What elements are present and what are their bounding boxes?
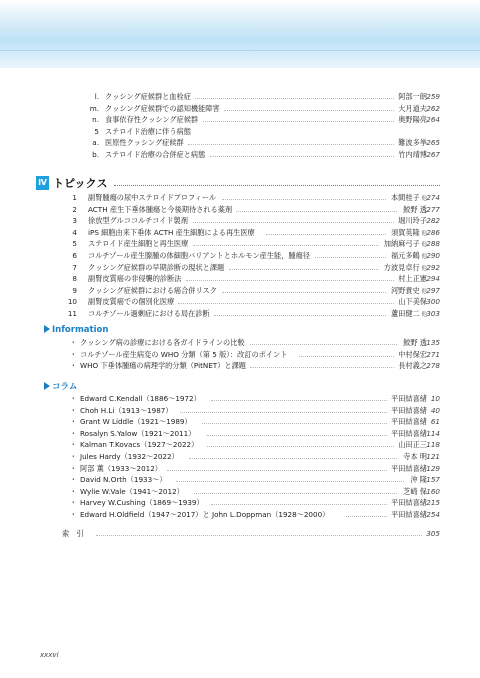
entry-author-wrap (398, 215, 427, 227)
toc-entry[interactable] (0, 296, 480, 308)
dotted-leader (214, 308, 386, 316)
section-heading (36, 176, 440, 192)
entry-page: 160 (426, 486, 440, 496)
entry-page: 61 (430, 417, 440, 427)
entry-title: クッシング症候群での認知機能障害 (105, 103, 220, 113)
et-al-marker: 他 (419, 230, 427, 237)
toc-entry[interactable] (0, 439, 480, 451)
dotted-leader (250, 360, 394, 368)
entry-author: 加納麻弓子 (383, 239, 420, 249)
entry-author: 蘆田健二 (390, 309, 420, 318)
entry-title: クッシング症候群における癌合併リスク (88, 285, 217, 295)
entry-number: 11 (67, 309, 77, 318)
entry-author-wrap (391, 463, 427, 475)
entry-number: ・ (69, 417, 77, 427)
toc-entry[interactable] (0, 114, 480, 126)
entry-page: 303 (426, 309, 440, 318)
entry-author: 中村保宏 (398, 349, 427, 359)
entry-number: 4 (72, 227, 77, 237)
entry-number: ・ (69, 510, 77, 519)
entry-number: 7 (72, 262, 77, 272)
entry-page: 129 (426, 463, 440, 473)
entry-page: 277 (426, 204, 440, 214)
toc-entry[interactable] (0, 215, 480, 227)
entry-title: ステロイド産生細胞と再生医療 (88, 239, 189, 249)
toc-entry[interactable] (0, 349, 480, 361)
index-label: 索 引 (62, 529, 84, 538)
entry-title: 副腎皮質癌での個別化医療 (88, 297, 175, 307)
toc-entry[interactable] (0, 405, 480, 417)
entry-author: 竹内靖博 (398, 150, 427, 159)
et-al-marker: 他 (419, 312, 427, 318)
entry-author: 平田結喜緒 (391, 394, 427, 403)
toc-entry[interactable] (0, 308, 480, 320)
entry-page: 271 (426, 349, 440, 359)
toc-entry[interactable] (0, 238, 480, 250)
entry-author-wrap (398, 137, 427, 149)
entry-author: 奥野陽亮 (398, 115, 427, 125)
entry-number: ・ (69, 498, 77, 508)
et-al-marker: 他 (419, 196, 427, 202)
toc-entry[interactable] (0, 126, 480, 138)
entry-number: ・ (69, 463, 77, 473)
entry-author: 平田結喜緒 (391, 428, 427, 438)
dotted-leader (229, 262, 379, 270)
dotted-leader (167, 463, 387, 471)
entry-author: 平田結喜緒 (391, 417, 427, 427)
entry-title: ステロイド治療の合併症と病態 (105, 150, 206, 159)
entry-title: WHO 下垂体腫瘍の病理学的分類（PitNET）と課題 (80, 361, 246, 371)
entry-title: 医原性クッシング症候群 (105, 138, 184, 148)
entry-title: Grant W Liddle（1921～1989） (80, 417, 192, 427)
entry-number: a. (92, 138, 99, 148)
entry-page: 288 (426, 239, 440, 249)
entry-author: 村上正憲 (398, 274, 427, 284)
entry-title: コルチゾール産生病変の WHO 分類（第 5 版）：改訂のポイント (80, 349, 288, 359)
entry-page: 259 (426, 92, 440, 101)
entry-author-wrap (403, 486, 427, 498)
entry-number: 5 (94, 126, 99, 136)
entry-author-wrap (398, 273, 427, 285)
dotted-leader (96, 528, 422, 536)
entry-number: 5 (72, 239, 77, 249)
toc-entry[interactable] (0, 227, 480, 239)
entry-author-wrap (398, 149, 427, 161)
entry-author: 堀川玲子 (398, 216, 427, 226)
entry-author: 河野貴史 (390, 285, 420, 295)
entry-page: 264 (426, 115, 440, 125)
entry-page: 114 (426, 428, 440, 438)
entry-title: クッシング症候群と血栓症 (105, 92, 191, 101)
entry-author-wrap (391, 497, 427, 509)
triangle-bullet-icon (44, 325, 50, 333)
entry-page: 274 (426, 193, 440, 202)
entry-page: 265 (426, 138, 440, 148)
toc-entry[interactable] (0, 103, 480, 115)
entry-author: 方波見卓行 (383, 262, 420, 272)
dotted-leader (207, 428, 387, 436)
entry-author-wrap (391, 405, 427, 417)
entry-title: コルチゾール過剰症における局在診断 (88, 309, 210, 318)
entry-page: 282 (426, 216, 440, 226)
entry-author-wrap (398, 114, 427, 126)
toc-entry[interactable] (0, 497, 480, 509)
toc-entry[interactable] (0, 463, 480, 475)
toc-entry[interactable] (0, 474, 480, 486)
entry-author-wrap (398, 91, 427, 103)
toc-entry[interactable] (0, 192, 480, 204)
header-band-line (0, 50, 480, 51)
entry-number: ・ (69, 405, 77, 415)
dotted-leader (194, 486, 397, 494)
et-al-marker: 他 (419, 265, 427, 272)
dotted-leader (203, 114, 395, 122)
entry-number: ・ (69, 452, 77, 461)
entry-author-wrap (403, 204, 427, 216)
entry-title: ステロイド治療に伴う病態 (105, 126, 191, 136)
entry-author: 本間桂子 (390, 193, 420, 202)
toc-entry[interactable] (0, 360, 480, 372)
entry-number: 3 (72, 216, 77, 226)
index-row[interactable] (0, 528, 480, 540)
toc-entry[interactable] (0, 137, 480, 149)
entry-author-wrap (391, 428, 427, 440)
entry-page: 157 (426, 475, 440, 485)
entry-title: クッシング病の診療における各ガイドラインの比較 (80, 338, 245, 347)
entry-author: 平田結喜緒 (391, 405, 427, 415)
entry-author-wrap (391, 393, 427, 405)
dotted-leader (266, 227, 387, 235)
page-number: xxxvi (40, 651, 59, 659)
entry-page: 297 (426, 285, 440, 295)
dotted-leader (224, 103, 394, 111)
et-al-marker: 他 (419, 254, 427, 260)
entry-page: 215 (426, 498, 440, 508)
entry-author: 鮫野 透 (403, 338, 427, 347)
entry-number: 8 (72, 274, 77, 284)
entry-title: Jules Hardy（1932～2022） (80, 452, 179, 461)
entry-author: 鮫野 透 (403, 204, 427, 214)
entry-page: 118 (426, 440, 440, 450)
dotted-leader (222, 285, 387, 293)
entry-author: 平田結喜緒 (391, 510, 427, 519)
dotted-leader (189, 451, 397, 459)
entry-author-wrap (391, 416, 427, 428)
entry-title: 食事依存性クッシング症候群 (105, 115, 199, 125)
dotted-leader (178, 296, 394, 304)
entry-author-wrap (398, 349, 427, 361)
dotted-leader (250, 337, 397, 345)
entry-title: 徐放型グルココルチコイド製剤 (88, 216, 188, 226)
entry-page: 278 (426, 361, 440, 371)
et-al-marker: 他 (419, 242, 427, 249)
toc-entry[interactable] (0, 486, 480, 498)
dotted-leader (180, 405, 387, 413)
toc-entry[interactable] (0, 509, 480, 521)
entry-title: クッシング症候群の早期診断の現状と課題 (88, 262, 225, 272)
index-page: 305 (426, 529, 440, 538)
toc-entry[interactable] (0, 273, 480, 285)
entry-page: 267 (426, 150, 440, 159)
entry-page: 40 (430, 405, 440, 415)
section-dotted-rule (114, 185, 440, 186)
entry-author-wrap (410, 474, 427, 486)
entry-title: Wylie W.Vale（1941～2012） (80, 486, 184, 496)
entry-author-wrap (403, 451, 427, 463)
toc-entry[interactable] (0, 428, 480, 440)
section-title: トピックス (53, 177, 108, 190)
toc-entry[interactable] (0, 91, 480, 103)
toc-entry[interactable] (0, 451, 480, 463)
dotted-leader (236, 204, 397, 212)
entry-author: 福元多鶴 (390, 251, 420, 260)
entry-number: 6 (72, 251, 77, 260)
dotted-leader (188, 137, 394, 145)
entry-number: ・ (69, 440, 77, 450)
entry-number: 2 (72, 204, 77, 214)
entry-author-wrap (398, 439, 427, 451)
entry-title: 阿部 薫（1933～2012） (80, 463, 162, 473)
entry-author-wrap (398, 296, 427, 308)
entry-title: Edward C.Kendall（1886～1972） (80, 394, 201, 403)
entry-page: 262 (426, 103, 440, 113)
dotted-leader (186, 273, 395, 281)
entry-number: ・ (69, 349, 77, 359)
entry-author: 芝崎 保 (403, 486, 427, 496)
dotted-leader (299, 349, 394, 357)
entry-number: b. (92, 150, 99, 159)
entry-title: Edward H.Oldfield（1947～2017）と John L.Doppman（1928～2000） (80, 510, 330, 519)
entry-author: 須賀英隆 (390, 227, 420, 237)
entry-page: 135 (426, 338, 440, 347)
entry-author: 大月道夫 (398, 103, 427, 113)
entry-author-wrap (398, 360, 427, 372)
entry-number: ・ (69, 486, 77, 496)
entry-number: n. (92, 115, 99, 125)
entry-author: 寺本 明 (403, 452, 427, 461)
entry-author-wrap (398, 103, 427, 115)
entry-number: 9 (72, 285, 77, 295)
entry-title: Kalman T.Kovacs（1927～2022） (80, 440, 199, 450)
entry-page: 10 (430, 394, 440, 403)
dotted-leader (195, 91, 394, 99)
entry-number: 10 (67, 297, 77, 307)
entry-number: l. (94, 92, 99, 101)
toc-entry[interactable] (0, 250, 480, 262)
entry-author: 難波多挙 (398, 138, 427, 148)
entry-number: m. (89, 103, 99, 113)
entry-page: 121 (426, 452, 440, 461)
entry-page: 300 (426, 297, 440, 307)
entry-number: ・ (69, 475, 77, 485)
toc-entry[interactable] (0, 262, 480, 274)
dotted-leader (193, 238, 379, 246)
toc-entry[interactable] (0, 149, 480, 161)
column-heading: コラム (44, 380, 77, 392)
triangle-bullet-icon (44, 382, 50, 390)
entry-author-wrap (391, 509, 427, 521)
section-number-badge: Ⅳ (36, 176, 49, 190)
dotted-leader (202, 416, 387, 424)
dotted-leader (207, 439, 394, 447)
entry-author: 平田結喜緒 (391, 463, 427, 473)
entry-title: 副腎皮質癌の非侵襲的診断法 (88, 274, 182, 284)
dotted-leader (210, 149, 394, 157)
toc-entry[interactable] (0, 393, 480, 405)
dotted-leader (211, 393, 387, 401)
entry-number: ・ (69, 361, 77, 371)
entry-number: ・ (69, 338, 77, 347)
entry-author: 長村義之 (398, 361, 427, 371)
information-heading: Information (44, 325, 108, 335)
entry-title: Choh H.Li（1913～1987） (80, 405, 173, 415)
entry-title: David N.Orth（1933～） (80, 475, 167, 485)
entry-title: Harvey W.Cushing（1869～1939） (80, 498, 204, 508)
toc-entry[interactable] (0, 416, 480, 428)
entry-page: 294 (426, 274, 440, 284)
toc-entry[interactable] (0, 204, 480, 216)
entry-title: 副腎腫瘍の尿中ステロイドプロフィール (88, 193, 217, 202)
dotted-leader (193, 215, 394, 223)
entry-author-wrap (403, 337, 427, 349)
toc-entry[interactable] (0, 285, 480, 297)
header-band (0, 0, 480, 68)
entry-title: Rosalyn S.Yalow（1921～2011） (80, 428, 196, 438)
entry-author: 沖 隆 (410, 475, 427, 485)
entry-page: 254 (426, 510, 440, 519)
entry-author: 平田結喜緒 (391, 498, 427, 508)
dotted-leader (315, 250, 386, 258)
entry-page: 290 (426, 251, 440, 260)
entry-author: 山下美保 (398, 297, 427, 307)
entry-author-wrap (391, 308, 427, 321)
toc-entry[interactable] (0, 337, 480, 349)
entry-number: ・ (69, 394, 77, 403)
entry-author: 阿部一朗 (398, 92, 427, 101)
dotted-leader (176, 474, 404, 482)
entry-title: iPS 細胞由来下垂体 ACTH 産生細胞による再生医療 (88, 227, 255, 237)
et-al-marker: 他 (419, 288, 427, 295)
dotted-leader (346, 509, 387, 517)
dotted-leader (222, 192, 387, 200)
entry-title: ACTH 産生下垂体腫瘍と今後期待される薬剤 (88, 204, 233, 214)
entry-number: ・ (69, 428, 77, 438)
entry-page: 292 (426, 262, 440, 272)
entry-author: 山田正三 (398, 440, 427, 450)
entry-number: 1 (72, 193, 77, 202)
dotted-leader (211, 497, 387, 505)
entry-page: 286 (426, 227, 440, 237)
entry-title: コルチゾール産生腺腫の体細胞バリアントとホルモン産生能，腫瘍径 (88, 251, 310, 260)
